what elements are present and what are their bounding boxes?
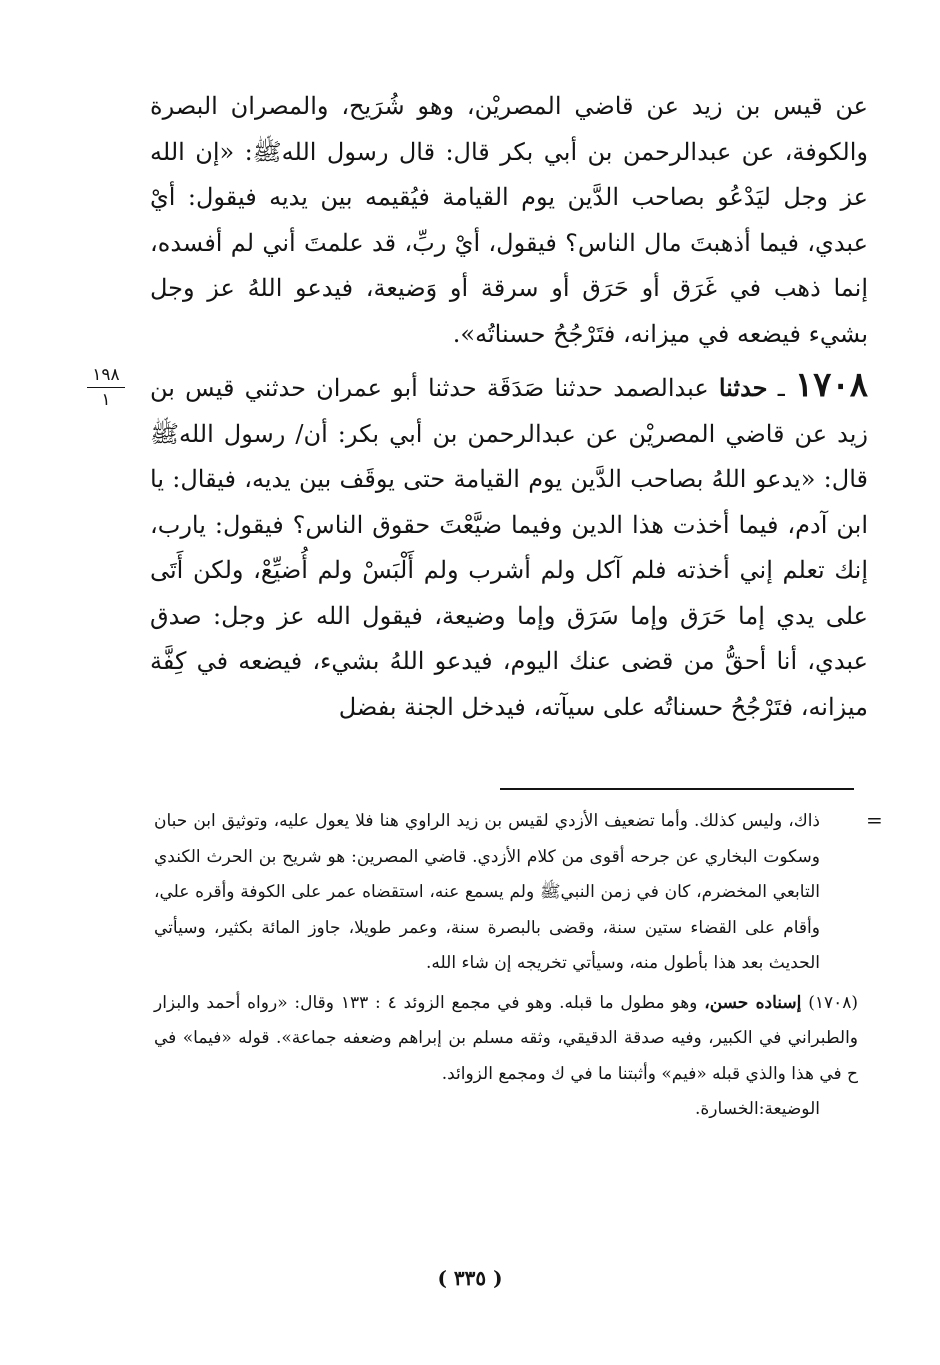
footnote-divider — [500, 788, 854, 790]
footnote-1708 — [154, 986, 858, 1093]
footnote-continuation-mark: = — [866, 808, 883, 832]
hadith-1707-text: عن قيس بن زيد عن قاضي المصريْن، وهو شُرَيح، والمصران البصرة والكوفة، عن عبدالرحمن بن أبي بكر قال: قال رسول اللهﷺ: «إن الله عز وجل ليَدْعُو بصاحب الدَّين يوم القيامة فيُقيمه بين يديه فيقول: أيْ عبدي، فيما أذهبتَ مال الناس؟ فيقول، أيْ ربِّ، قد علمتَ أني لم أفسده، إنما ذهب في غَرَق أو حَرَق أو سرقة أو وَضيعة، فيدعو اللهُ عز وجل بشيء فيضعه في ميزانه، فتَرْجُحُ حسناتُه». — [150, 92, 868, 348]
hadith-1708 — [150, 363, 868, 730]
margin-reference-rule — [87, 387, 125, 388]
footnote-continued-text: ذاك، وليس كذلك. وأما تضعيف الأزدي لقيس بن زيد الراوي هنا فلا يعول عليه، وتوثيق ابن حبان وسكوت البخاري عن جرحه أقوى من كلام الأزدي. قاضي المصرين: هو شريح بن الحرث الكندي التابعي المخضرم، كان في زمن النبيﷺ ولم يسمع عنه، استقضاه عمر على الكوفة وأقره علي، وأقام على القضاء ستين سنة، وقضى بالبصرة سنة، وعمر طويلا، جاوز المائة بكثير، وسيأتي الحديث بعد هذا بأطول منه، وسيأتي تخريجه إن شاء الله. — [154, 811, 820, 973]
page-number: ( ٣٣٥ ) — [437, 1266, 503, 1290]
footnote-glossary-text: الوضيعة:الخسارة. — [694, 1099, 820, 1119]
margin-reference-volume: ١٩٨ — [92, 365, 120, 385]
hadith-1708-text: عبدالصمد حدثنا صَدَقَة حدثنا أبو عمران حدثني قيس بن زيد عن قاضي المصريْن عن عبدالرحمن بن أبي بكر: أن/ رسول اللهﷺ قال: «يدعو اللهُ بصاحب الدَّين يوم القيامة حتى يوقَف بين يديه، فيقال: يا ابن آدم، فيما أخذت هذا الدين وفيما ضيَّعْتَ حقوق الناس؟ فيقول: يارب، إنك تعلم إني أخذته فلم آكل ولم أشرب ولم أَلْبَسْ ولم أُضيِّعْ، ولكن أَتَى على يدي إما حَرَق وإما سَرَق وإما وضيعة، فيقول الله عز وجل: صدق عبدي، أنا أحقُّ من قضى عنك اليوم، فيدعو اللهُ بشيء، فيضعه في كِفَّة ميزانه، فتَرْجُحُ حسناتُه على سيآته، فيدخل الجنة بفضل — [150, 374, 868, 721]
footnote-glossary — [154, 1092, 858, 1128]
hadith-dash: ـ — [777, 374, 785, 402]
footnote-continued — [154, 804, 858, 982]
hadith-lead: حدثنا — [718, 373, 768, 402]
footnotes — [154, 804, 858, 1128]
main-text — [150, 84, 868, 730]
footnote-lead: إسناده حسن، — [704, 992, 802, 1013]
margin-reference — [84, 365, 128, 410]
margin-reference-part: ١ — [101, 390, 111, 410]
hadith-1707-continuation — [150, 84, 868, 357]
hadith-number: ١٧٠٨ — [794, 365, 868, 405]
footnote-1708-text: وهو مطول ما قبله. وهو في مجمع الزوئد ٤ : ١٣٣ وقال: «رواه أحمد والبزار والطبراني في الكبير، وفيه صدقة الدقيقي، وثقه مسلم بن إبراهم وضعفه جماعة». قوله «فيما» في ح في هذا والذي قبله «فيم» وأثبتنا ما في ك ومجمع الزوائد. — [154, 992, 858, 1084]
footnote-number: (١٧٠٨) — [808, 992, 859, 1013]
